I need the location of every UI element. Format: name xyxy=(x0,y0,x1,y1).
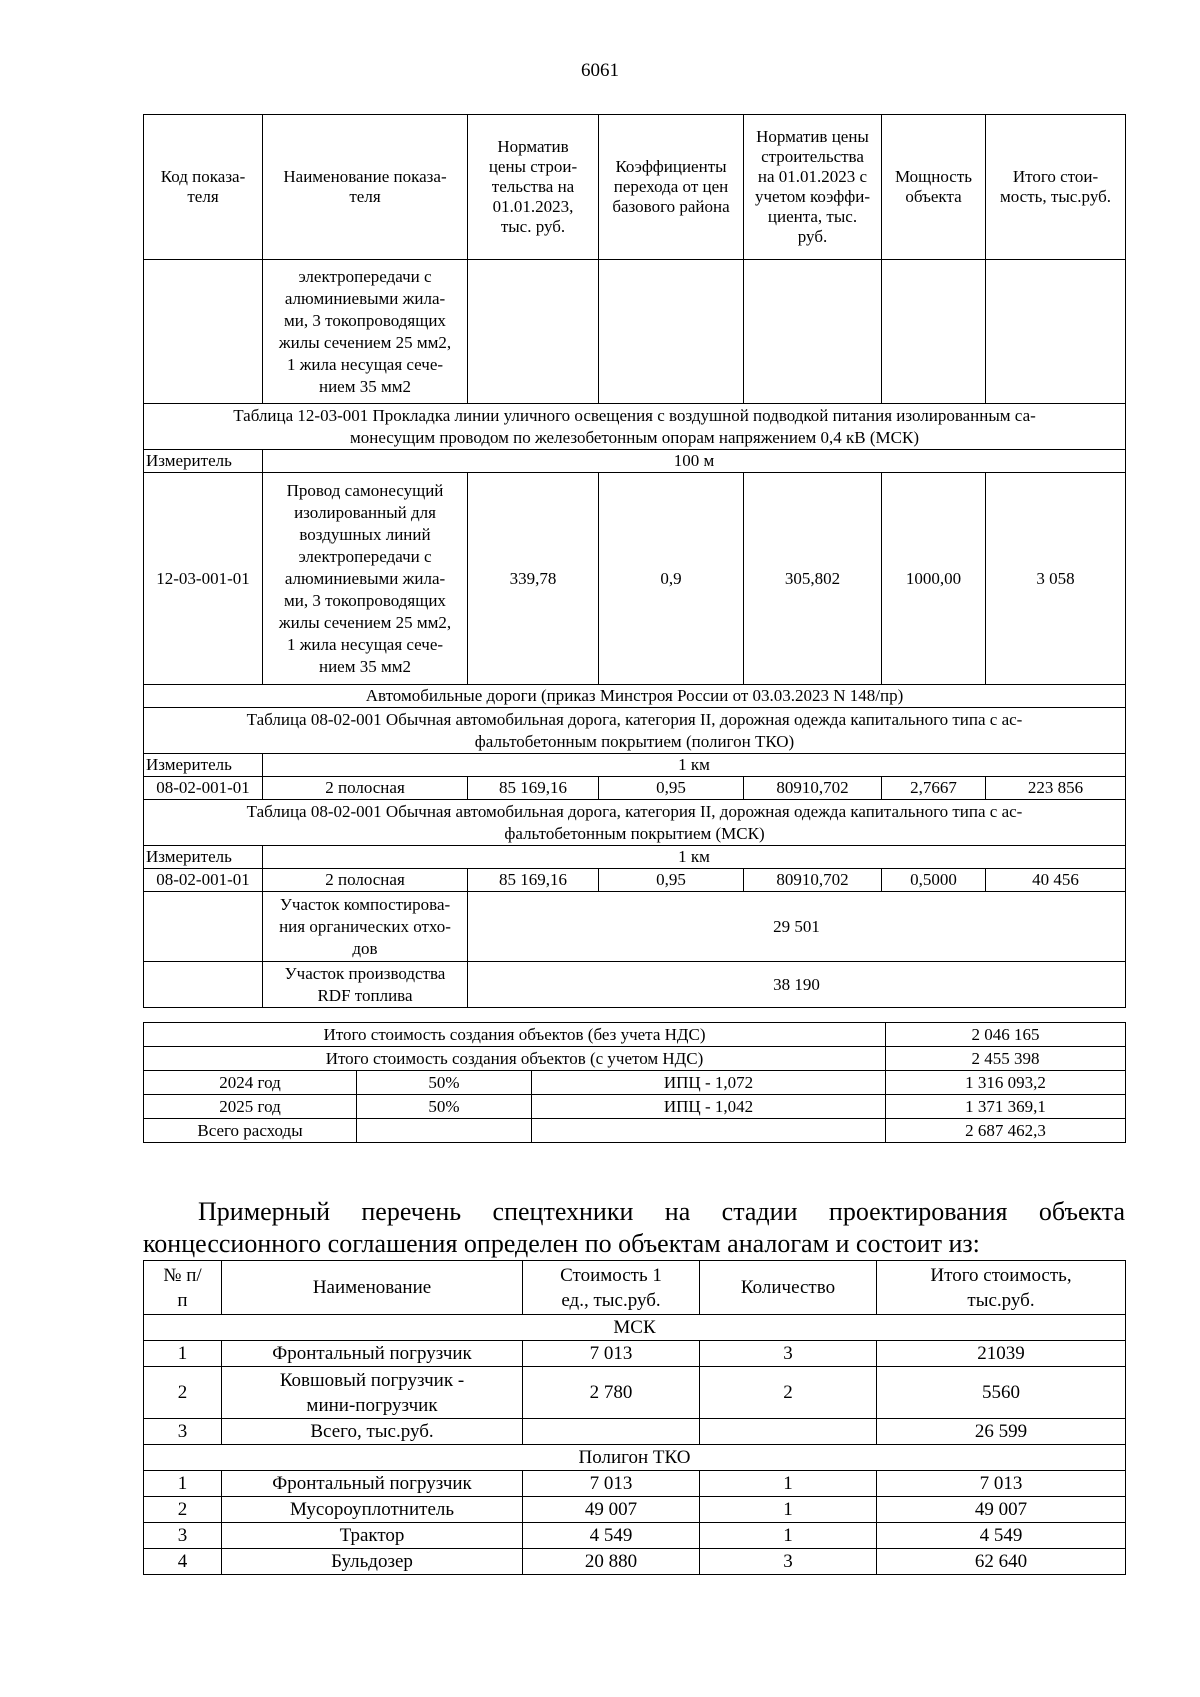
table-row xyxy=(144,1071,1126,1095)
table-row xyxy=(144,1095,1126,1119)
table-row xyxy=(144,846,1126,869)
row-name: 2 полосная xyxy=(263,777,468,800)
row-norm: 339,78 xyxy=(468,473,599,685)
section-row xyxy=(144,1315,1126,1341)
table-row xyxy=(144,777,1126,800)
table-row xyxy=(144,404,1126,450)
row-total: 26 599 xyxy=(877,1419,1126,1445)
row-qty: 3 xyxy=(700,1341,877,1367)
row-num: 3 xyxy=(144,1523,222,1549)
row-unit-cost: 7 013 xyxy=(523,1471,700,1497)
row-total: 49 007 xyxy=(877,1497,1126,1523)
row-total: 223 856 xyxy=(986,777,1126,800)
meter-value: 1 км xyxy=(263,846,1126,869)
header-unit-cost: Стоимость 1 ед., тыс.руб. xyxy=(523,1261,700,1315)
table2-title: Таблица 08-02-001 Обычная автомобильная дорога, категория II, дорожная одежда капитального типа с ас- фальтобетонным покрытием (полигон ТКО) xyxy=(144,708,1126,754)
row-coef: 0,95 xyxy=(599,777,744,800)
table-row xyxy=(144,1047,1126,1071)
row-num: 1 xyxy=(144,1471,222,1497)
header-total: Итого стои- мость, тыс.руб. xyxy=(986,115,1126,260)
meter-label: Измеритель xyxy=(144,450,263,473)
section-title: МСК xyxy=(144,1315,1126,1341)
year-label: 2024 год xyxy=(144,1071,357,1095)
sum-no-vat-label: Итого стоимость создания объектов (без учета НДС) xyxy=(144,1023,886,1047)
row-unit-cost xyxy=(523,1419,700,1445)
table-row xyxy=(144,1119,1126,1143)
row-total: 40 456 xyxy=(986,869,1126,892)
row-coef: 0,95 xyxy=(599,869,744,892)
table-row xyxy=(144,708,1126,754)
row-code: 08-02-001-01 xyxy=(144,777,263,800)
header-norm: Норматив цены строи- тельства на 01.01.2023, тыс. руб. xyxy=(468,115,599,260)
table-row xyxy=(144,869,1126,892)
row-total: 4 549 xyxy=(877,1523,1126,1549)
row-num: 1 xyxy=(144,1341,222,1367)
header-num: № п/ п xyxy=(144,1261,222,1315)
row-total: 3 058 xyxy=(986,473,1126,685)
row-name: 2 полосная xyxy=(263,869,468,892)
table-row xyxy=(144,473,1126,685)
equipment-table xyxy=(143,1260,1126,1575)
table-row xyxy=(144,962,1126,1008)
header-coef: Коэффициенты перехода от цен базового района xyxy=(599,115,744,260)
cont-name: электропередачи с алюминиевыми жила- ми, 3 токопроводящих жилы сечением 25 мм2, 1 жила несущая сече- нием 35 мм2 xyxy=(263,260,468,404)
roads-title: Автомобильные дороги (приказ Минстроя России от 03.03.2023 N 148/пр) xyxy=(144,685,1126,708)
row-qty: 1 xyxy=(700,1523,877,1549)
row-code: 08-02-001-01 xyxy=(144,869,263,892)
year-label: 2025 год xyxy=(144,1095,357,1119)
row-name: Всего, тыс.руб. xyxy=(222,1419,523,1445)
table-row xyxy=(144,685,1126,708)
row-num: 3 xyxy=(144,1419,222,1445)
header-name: Наименование xyxy=(222,1261,523,1315)
row-total: 62 640 xyxy=(877,1549,1126,1575)
table-row xyxy=(144,754,1126,777)
meter-label: Измеритель xyxy=(144,846,263,869)
rdf-name: Участок производства RDF топлива xyxy=(263,962,468,1008)
table-row xyxy=(144,1523,1126,1549)
row-num: 4 xyxy=(144,1549,222,1575)
row-norm: 85 169,16 xyxy=(468,869,599,892)
row-num: 2 xyxy=(144,1367,222,1419)
row-qty: 3 xyxy=(700,1549,877,1575)
header-power: Мощность объекта xyxy=(882,115,986,260)
sum-no-vat-value: 2 046 165 xyxy=(886,1023,1126,1047)
equipment-header xyxy=(144,1261,1126,1315)
row-total: 21039 xyxy=(877,1341,1126,1367)
year-ipc: ИПЦ - 1,072 xyxy=(532,1071,886,1095)
row-name: Фронтальный погрузчик xyxy=(222,1341,523,1367)
table-row xyxy=(144,1471,1126,1497)
table-row xyxy=(144,1549,1126,1575)
table-row xyxy=(144,450,1126,473)
table-row xyxy=(144,892,1126,962)
row-total: 5560 xyxy=(877,1367,1126,1419)
sum-vat-label: Итого стоимость создания объектов (с учетом НДС) xyxy=(144,1047,886,1071)
row-coef: 0,9 xyxy=(599,473,744,685)
compost-value: 29 501 xyxy=(468,892,1126,962)
section-row xyxy=(144,1445,1126,1471)
sum-vat-value: 2 455 398 xyxy=(886,1047,1126,1071)
summary-table xyxy=(143,1022,1126,1143)
total-label: Всего расходы xyxy=(144,1119,357,1143)
row-unit-cost: 4 549 xyxy=(523,1523,700,1549)
row-norm: 85 169,16 xyxy=(468,777,599,800)
table-row xyxy=(144,800,1126,846)
table3-title: Таблица 08-02-001 Обычная автомобильная дорога, категория II, дорожная одежда капитального типа с ас- фальтобетонным покрытием (МСК) xyxy=(144,800,1126,846)
year-ipc: ИПЦ - 1,042 xyxy=(532,1095,886,1119)
year-value: 1 316 093,2 xyxy=(886,1071,1126,1095)
cost-table xyxy=(143,114,1126,1008)
row-qty: 1 xyxy=(700,1471,877,1497)
row-name: Ковшовый погрузчик - мини-погрузчик xyxy=(222,1367,523,1419)
section-title: Полигон ТКО xyxy=(144,1445,1126,1471)
equipment-paragraph: Примерный перечень спецтехники на стадии проектирования объекта концессионного соглашения определен по объектам аналогам и состоит из: xyxy=(143,1197,1125,1258)
row-code: 12-03-001-01 xyxy=(144,473,263,685)
header-qty: Количество xyxy=(700,1261,877,1315)
meter-value: 1 км xyxy=(263,754,1126,777)
row-norm-coef: 80910,702 xyxy=(744,777,882,800)
year-share: 50% xyxy=(357,1071,532,1095)
meter-label: Измеритель xyxy=(144,754,263,777)
row-norm-coef: 80910,702 xyxy=(744,869,882,892)
row-name: Мусороуплотнитель xyxy=(222,1497,523,1523)
table-row xyxy=(144,1341,1126,1367)
row-total: 7 013 xyxy=(877,1471,1126,1497)
row-qty: 2 xyxy=(700,1367,877,1419)
year-value: 1 371 369,1 xyxy=(886,1095,1126,1119)
row-num: 2 xyxy=(144,1497,222,1523)
year-share: 50% xyxy=(357,1095,532,1119)
cost-table-header xyxy=(144,115,1126,260)
row-unit-cost: 7 013 xyxy=(523,1341,700,1367)
table-row xyxy=(144,1497,1126,1523)
row-unit-cost: 2 780 xyxy=(523,1367,700,1419)
table-row xyxy=(144,1023,1126,1047)
row-unit-cost: 49 007 xyxy=(523,1497,700,1523)
row-qty: 1 xyxy=(700,1497,877,1523)
page-number: 6061 xyxy=(581,60,619,81)
meter-value: 100 м xyxy=(263,450,1126,473)
table-row xyxy=(144,1419,1126,1445)
row-qty xyxy=(700,1419,877,1445)
row-name: Трактор xyxy=(222,1523,523,1549)
compost-name: Участок компостирова- ния органических отхо- дов xyxy=(263,892,468,962)
header-norm-coef: Норматив цены строительства на 01.01.2023 с учетом коэффи- циента, тыс. руб. xyxy=(744,115,882,260)
table-row xyxy=(144,1367,1126,1419)
header-total: Итого стоимость, тыс.руб. xyxy=(877,1261,1126,1315)
header-name: Наименование показа- теля xyxy=(263,115,468,260)
total-value: 2 687 462,3 xyxy=(886,1119,1126,1143)
table1-title: Таблица 12-03-001 Прокладка линии уличного освещения с воздушной подводкой питания изолированным са- монесущим проводом по железобетонным опорам напряжением 0,4 кВ (МСК) xyxy=(144,404,1126,450)
row-norm-coef: 305,802 xyxy=(744,473,882,685)
row-unit-cost: 20 880 xyxy=(523,1549,700,1575)
row-power: 0,5000 xyxy=(882,869,986,892)
row-name: Провод самонесущий изолированный для воздушных линий электропередачи с алюминиевыми жила- ми, 3 токопроводящих жилы сечением 25 мм2, 1 жила несущая сече- нием 35 мм2 xyxy=(263,473,468,685)
row-name: Бульдозер xyxy=(222,1549,523,1575)
table-row xyxy=(144,260,1126,404)
header-code: Код показа- теля xyxy=(144,115,263,260)
row-power: 2,7667 xyxy=(882,777,986,800)
row-name: Фронтальный погрузчик xyxy=(222,1471,523,1497)
row-power: 1000,00 xyxy=(882,473,986,685)
rdf-value: 38 190 xyxy=(468,962,1126,1008)
